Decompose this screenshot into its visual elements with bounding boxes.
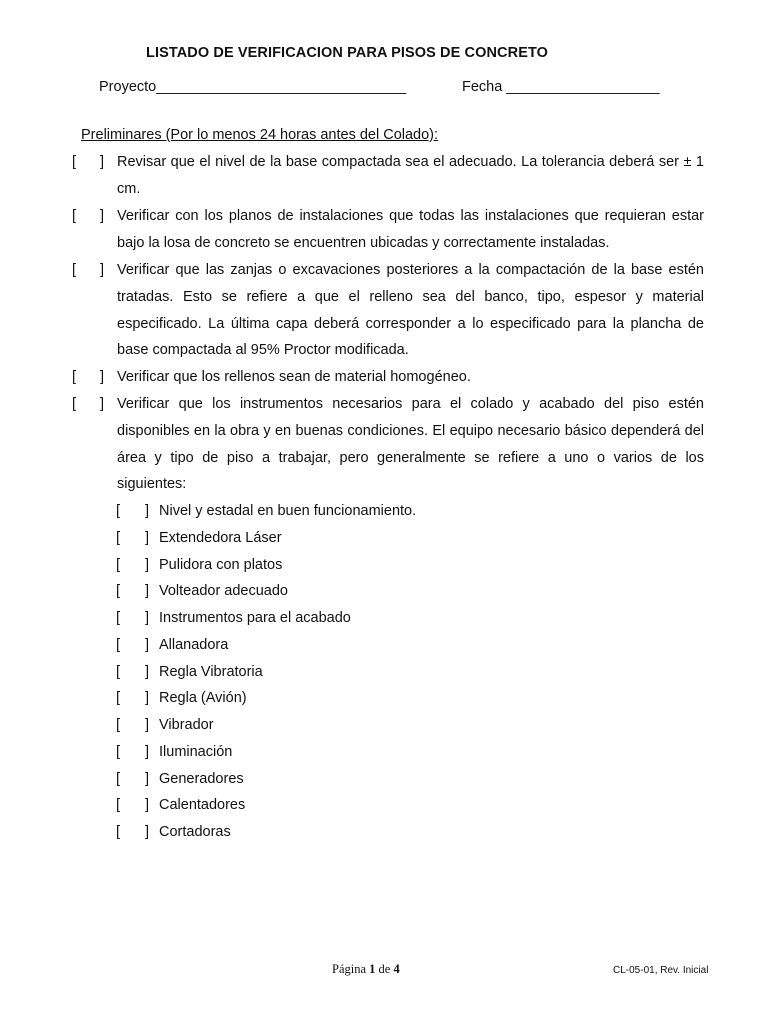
checklist-subitem: [ ] Extendedora Láser xyxy=(0,525,768,552)
checklist-item-text: Revisar que el nivel de la base compactada sea el adecuado. La tolerancia deberá ser ± 1 cm. xyxy=(117,154,704,197)
checklist-subitem-text: Volteador adecuado xyxy=(159,583,288,599)
document-title: LISTADO DE VERIFICACION PARA PISOS DE CONCRETO xyxy=(146,45,549,61)
checklist-subitem: [ ] Regla (Avión) xyxy=(0,685,768,712)
checklist-subitem-text: Iluminación xyxy=(159,744,233,760)
checklist-subitem-text: Calentadores xyxy=(159,797,246,813)
checklist-subitem: [ ] Calentadores xyxy=(0,792,768,819)
checklist-item-text: Verificar que los rellenos sean de material homogéneo. xyxy=(117,369,471,385)
checklist-subitem-text: Pulidora con platos xyxy=(159,557,283,573)
checklist-subitem-text: Nivel y estadal en buen funcionamiento. xyxy=(159,503,417,519)
date-field: Fecha ___________________ xyxy=(462,79,660,95)
checklist-subitem: [ ] Generadores xyxy=(0,766,768,793)
checklist-subitem: [ ] Nivel y estadal en buen funcionamiento. xyxy=(0,498,768,525)
checklist-subitem-text: Extendedora Láser xyxy=(159,530,282,546)
checklist-subitem: [ ] Vibrador xyxy=(0,712,768,739)
checklist-item-text: Verificar que los instrumentos necesarios para el colado y acabado del piso estén disponibles en la obra y en buenas condiciones. El equipo necesario básico dependerá del área y tipo de piso a trabajar, pero generalmente se refiere a uno o varios de los siguientes: xyxy=(117,396,704,493)
checklist-subitem-text: Instrumentos para el acabado xyxy=(159,610,351,626)
page-number: Página 1 de 4 xyxy=(332,962,400,976)
checklist-subitem: [ ] Regla Vibratoria xyxy=(0,659,768,686)
checklist-subitem: [ ] Volteador adecuado xyxy=(0,578,768,605)
document-code: CL-05-01, Rev. Inicial xyxy=(613,965,709,976)
project-field: Proyecto_______________________________ xyxy=(99,79,407,95)
checklist-subitem-text: Cortadoras xyxy=(159,824,231,840)
checklist-subitem-text: Regla Vibratoria xyxy=(159,664,263,680)
checklist-subitem: [ ] Iluminación xyxy=(0,739,768,766)
checklist-subitem-text: Allanadora xyxy=(159,637,229,653)
section-heading: Preliminares (Por lo menos 24 horas antes del Colado): xyxy=(81,127,439,143)
checklist-subitem-text: Vibrador xyxy=(159,717,214,733)
checklist-item-text: Verificar con los planos de instalaciones que todas las instalaciones que requieran estar bajo la losa de concreto se encuentren ubicadas y correctamente instaladas. xyxy=(117,208,704,251)
checklist-item-text: Verificar que las zanjas o excavaciones posteriores a la compactación de la base estén tratadas. Esto se refiere a que el relleno sea del banco, tipo, espesor y material especificado. La última capa deberá corresponder a lo especificado para la plancha de base compactada al 95% Proctor modificada. xyxy=(117,262,704,359)
checklist-subitem-text: Generadores xyxy=(159,771,244,787)
checklist-subitem: [ ] Pulidora con platos xyxy=(0,552,768,579)
document-page: LISTADO DE VERIFICACION PARA PISOS DE CONCRETO Proyecto_______________________________ Fecha ___________________ Preliminares (Por lo menos 24 horas antes del Colado): [ ] Revisar que el nivel de la base compactada sea el adecuado. La tolerancia deberá ser ± 1 cm. [ ] Verificar con los planos de instalaciones que todas las instalaciones que requieran estar bajo la losa de concreto se encuentren ubicadas y correctamente instaladas. [ ] Verificar que las zanjas o excavaciones posteriores a la compactación de la base estén tratadas. Esto se refiere a que el relleno sea del banco, tipo, espesor y material especificado. La última capa deberá corresponder a lo especificado para la plancha de base compactada al 95% Proctor modificada. [ ] Verificar que los rellenos sean de material homogéneo. [ ] Verificar que los instrumentos necesarios para el colado y acabado del piso estén disponibles en la obra y en buenas condiciones. El equipo necesario básico dependerá del área y tipo de piso a trabajar, pero generalmente se refiere a uno o varios de los siguientes: [ ] Nivel y estadal en buen funcionamiento. [ ] Extendedora Láser [ ] Pulidora con platos [ ] Volteador adecuado [ ] Instrumentos para el acabado [ ] Allanadora [ ] Regla Vibratoria [ ] Regla (Avión) [ ] Vibrador [ ] Iluminación [ ] Generadores [ ] Calentadores [ ] Cortadoras Página 1 de 4 CL-05-01, Rev. Inicial xyxy=(0,0,768,1024)
checklist-subitem: [ ] Instrumentos para el acabado xyxy=(0,605,768,632)
checklist-subitem: [ ] Cortadoras xyxy=(0,819,768,846)
checklist-subitem-text: Regla (Avión) xyxy=(159,690,247,706)
checklist-subitem: [ ] Allanadora xyxy=(0,632,768,659)
